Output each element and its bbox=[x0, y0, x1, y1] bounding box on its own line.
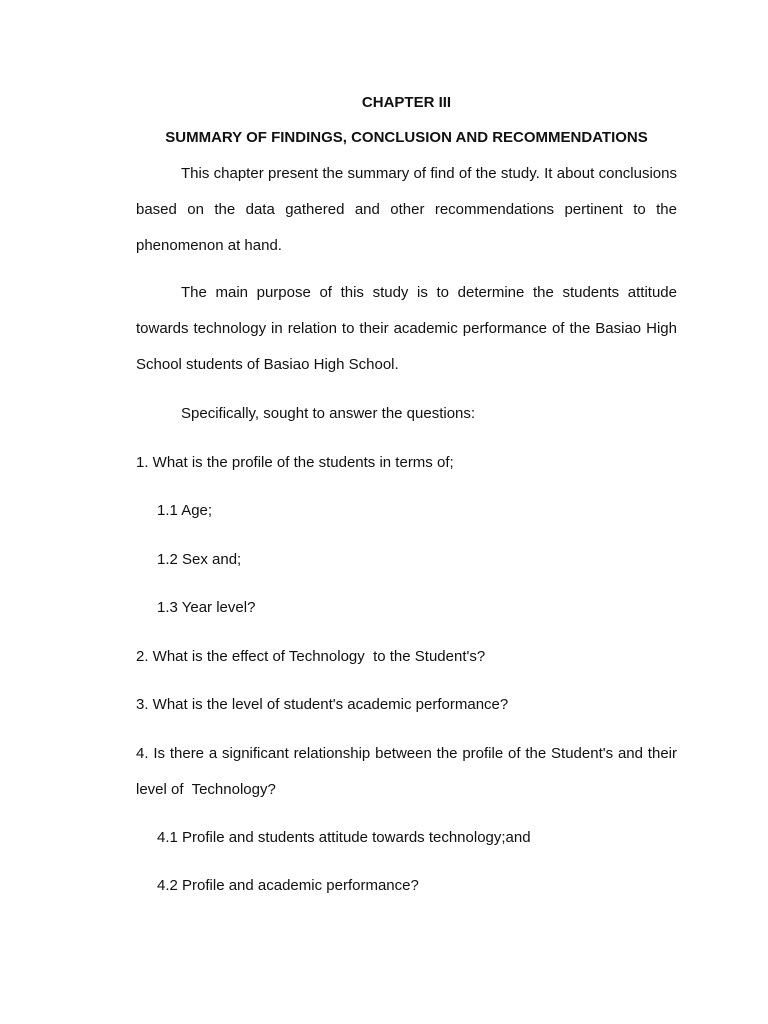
question-4-1: 4.1 Profile and students attitude towards technology;and bbox=[157, 829, 531, 846]
intro-paragraph bbox=[136, 156, 677, 264]
specifically-paragraph: Specifically, sought to answer the questions: bbox=[181, 405, 476, 422]
question-1: 1. What is the profile of the students in terms of; bbox=[136, 454, 454, 471]
question-1-3: 1.3 Year level? bbox=[157, 599, 256, 616]
question-2: 2. What is the effect of Technology to the Student's? bbox=[136, 648, 486, 665]
question-4-2: 4.2 Profile and academic performance? bbox=[157, 877, 419, 894]
question-4: 4. Is there a significant relationship between the profile of the Student's and their level of Technology? bbox=[136, 745, 682, 798]
question-3: 3. What is the level of student's academic performance? bbox=[136, 696, 509, 713]
intro-paragraph-text: This chapter present the summary of find of the study. It about conclusions based on the data gathered and other recommendations pertinent to the phenomenon at hand. bbox=[136, 165, 677, 254]
chapter-label: CHAPTER III bbox=[361, 94, 452, 111]
purpose-paragraph-text: The main purpose of this study is to determine the students attitude towards technology in relation to their academic performance of the Basiao High School students of Basiao High School. bbox=[136, 284, 677, 373]
question-1-2: 1.2 Sex and; bbox=[157, 551, 242, 568]
chapter-heading: SUMMARY OF FINDINGS, CONCLUSION AND RECOMMENDATIONS bbox=[165, 129, 648, 146]
question-1-1: 1.1 Age; bbox=[157, 502, 213, 519]
purpose-paragraph bbox=[136, 275, 677, 383]
